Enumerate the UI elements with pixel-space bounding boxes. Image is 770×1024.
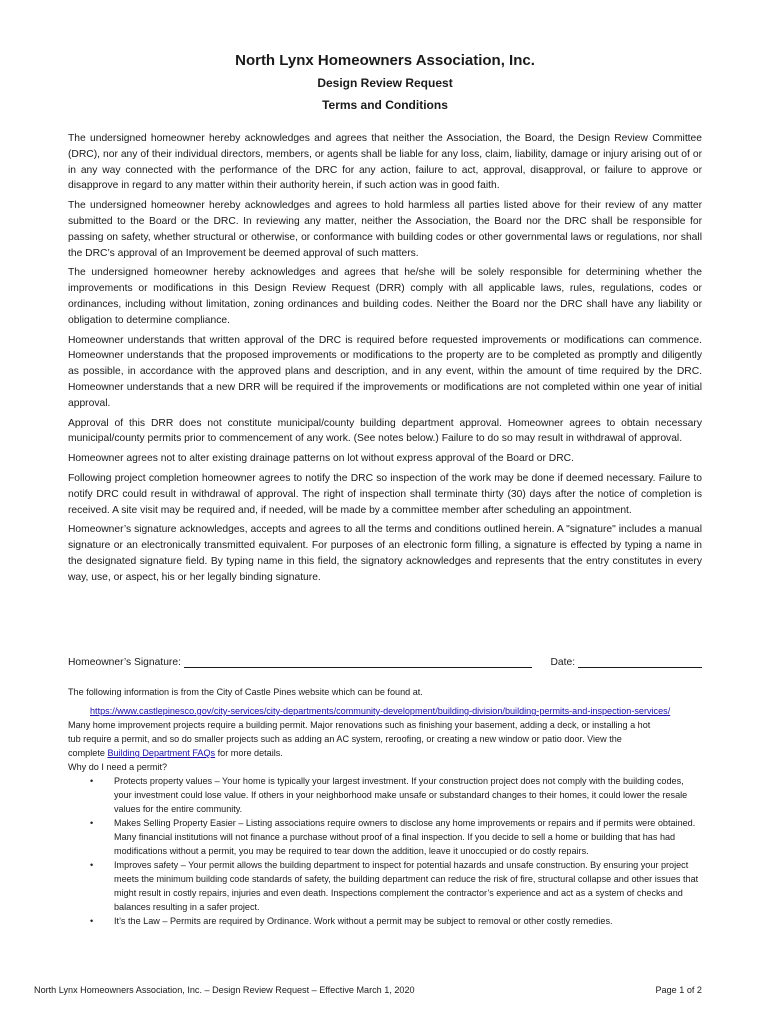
signature-label: Homeowner’s Signature: <box>68 657 181 668</box>
date-field[interactable] <box>578 656 702 668</box>
permit-quote <box>68 718 658 760</box>
list-item <box>68 914 702 928</box>
document-title: North Lynx Homeowners Association, Inc. <box>235 52 535 69</box>
list-item-text: Protects property values – Your home is typically your largest investment. If your construction project does not comply with the building codes, your investment could lose value. If others in your neighborhood make unsafe or substandard changes to their homes, it could lower the resale values for the entire community. <box>114 776 688 814</box>
terms-paragraph: Homeowner agrees not to alter existing drainage patterns on lot without express approval of the Board or DRC. <box>68 453 574 465</box>
date-block <box>551 656 703 668</box>
page-number: Page 1 of 2 <box>655 985 702 995</box>
terms-paragraph: The undersigned homeowner hereby acknowledges and agrees that neither the Association, the Board, the Design Review Committee (DRC), nor any of their individual directors, members, or agents shall be liable for any loss, claim, liability, damage or injury arising out of or in any way connected with the performance of the DRC for any action, failure to act, approval, disapproval, or failure to approve or disapprove in regard to any matter within their authority herein, if such action was in good faith. <box>68 133 702 192</box>
bullet-icon: • <box>90 860 94 870</box>
date-label: Date: <box>550 657 576 668</box>
info-intro: The following information is from the City of Castle Pines website which can be found at. <box>68 687 423 697</box>
list-item-text: It’s the Law – Permits are required by Ordinance. Work without a permit may be subject to removal or other costly remedies. <box>114 916 613 926</box>
list-item <box>68 858 702 914</box>
list-item-text: Improves safety – Your permit allows the building department to inspect for potential hazards and unsafe construction. By ensuring your project meets the minimum building code standards of safety, the building department can reduce the risk of fire, structural collapse and other issues that might result in costly repairs, injuries and even death. Inspections complement the contractor’s experience and act as a system of checks and balances resulting in a safer project. <box>114 860 699 912</box>
section-heading: Terms and Conditions <box>322 98 448 112</box>
terms-paragraph: The undersigned homeowner hereby acknowledges and agrees to hold harmless all parties listed above for their review of any matter submitted to the Board or the DRC. In reviewing any matter, neither the Association, the Board nor the DRC shall be responsible for passing on safety, whether structural or otherwise, or conformance with building codes or other governmental laws or regulations, nor shall the DRC’s approval of an Improvement be deemed approval of such matters. <box>68 200 702 259</box>
terms-body <box>68 131 702 590</box>
city-website-link[interactable]: https://www.castlepinesco.gov/city-services/city-departments/community-development/building-division/building-permits-and-inspection-services/ <box>90 706 671 716</box>
terms-paragraph: Homeowner understands that written approval of the DRC is required before requested improvements or modifications can commence. Homeowner understands that the proposed improvements or modifications to the property are to be completed as promptly and diligently as possible, in accordance with the approved plans and description, and in any event, within the amount of time required by the DRC. Homeowner understands that a new DRR will be required if the improvements or modifications are not completed within one year of initial approval. <box>68 334 702 409</box>
list-item <box>68 816 702 858</box>
document-subtitle: Design Review Request <box>317 76 453 90</box>
terms-paragraph: Following project completion homeowner agrees to notify the DRC so inspection of the work may be done if deemed necessary. Failure to notify DRC could result in withdrawal of approval. The right of inspection shall terminate thirty (30) days after the notice of completion is received. A site visit may be required and, if needed, will be made by a committee member after scheduling an appointment. <box>68 472 702 516</box>
why-heading: Why do I need a permit? <box>68 762 168 772</box>
signature-field[interactable] <box>184 656 532 668</box>
bullet-icon: • <box>90 916 94 926</box>
faq-link[interactable]: Building Department FAQs <box>107 748 216 758</box>
quote-text-end: for more details. <box>217 748 283 758</box>
permit-info <box>68 685 702 928</box>
list-item <box>68 774 702 816</box>
list-item-text: Makes Selling Property Easier – Listing associations require owners to disclose any home improvements or repairs and if permits were obtained. Many financial institutions will not finance a purchase without proof of a final inspection. If you decide to sell a home or building that has had modifications without a permit, you may be required to tear down the addition, leave it unoccupied or do costly repairs. <box>114 818 696 856</box>
permit-reasons-list <box>68 774 702 928</box>
footer-text: North Lynx Homeowners Association, Inc. – Design Review Request – Effective March 1, 2020 <box>34 985 415 995</box>
page-footer <box>34 985 702 995</box>
quote-text: Many home improvement projects require a building permit. Major renovations such as finishing your basement, adding a deck, or installing a hot tub require a permit, and so do smaller projects such as adding an AC system, reroofing, or creating a new window or patio door. View the complete <box>68 720 651 758</box>
bullet-icon: • <box>90 818 94 828</box>
signature-row <box>68 656 702 668</box>
terms-paragraph: Approval of this DRR does not constitute municipal/county building department approval. Homeowner agrees to obtain necessary municipal/county permits prior to commencement of any work. (See notes below.) Failure to do so may result in withdrawal of approval. <box>68 417 702 445</box>
signature-block <box>68 656 532 668</box>
terms-paragraph: Homeowner’s signature acknowledges, accepts and agrees to all the terms and conditions outlined herein. A "signature" includes a manual signature or an electronically transmitted equivalent. For purposes of an electronic form filling, a signature is effected by typing a name in the designated signature field. By typing name in this field, the signatory acknowledges and represents that the entry constitutes in every way, use, or aspect, his or her legally binding signature. <box>68 524 702 583</box>
bullet-icon: • <box>90 776 94 786</box>
terms-paragraph: The undersigned homeowner hereby acknowledges and agrees that he/she will be solely responsible for determining whether the improvements or modifications in this Design Review Request (DRR) comply with all applicable laws, rules, regulations, codes or ordinances, including without limitation, zoning ordinances and building codes. Neither the Board nor the DRC shall have any liability or obligation to determine compliance. <box>68 267 702 326</box>
